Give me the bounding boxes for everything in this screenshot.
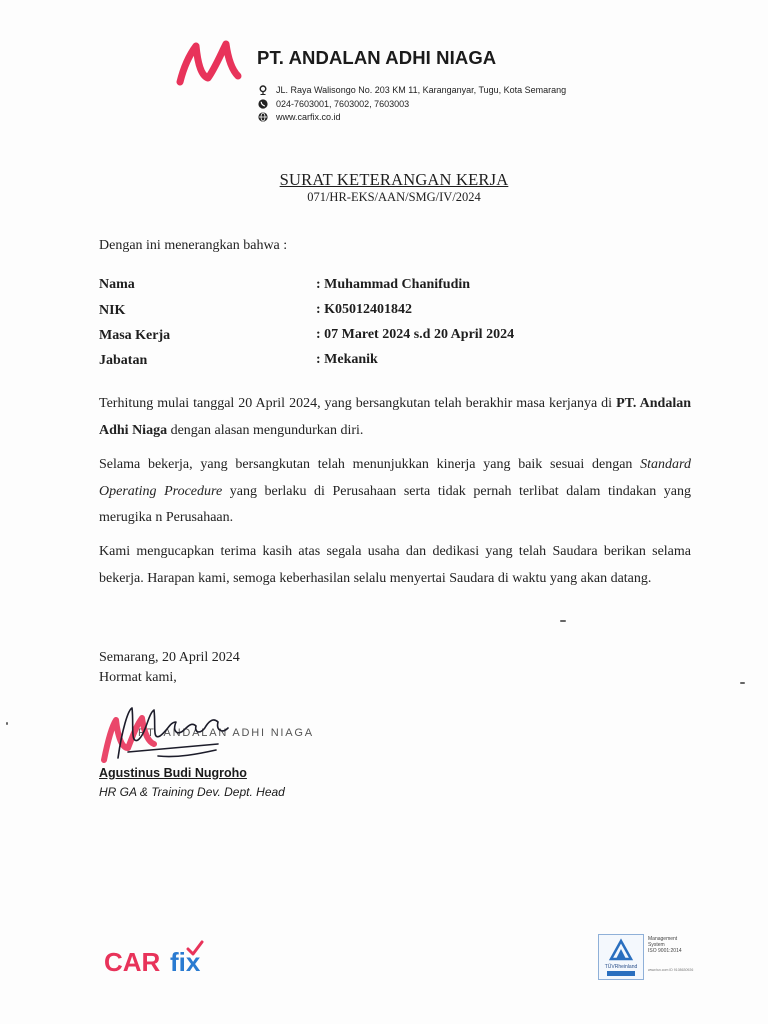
phone-line [258, 99, 409, 109]
address-line [258, 85, 566, 95]
triangle-icon [599, 935, 643, 979]
phone-icon [258, 99, 268, 109]
carfix-logo [104, 940, 224, 978]
cert-footnote: www.tuv.com ID 9108630926 [648, 968, 694, 972]
scan-speck [560, 620, 566, 622]
brand-text-car: CAR [104, 947, 161, 977]
field-label-masa-kerja: Masa Kerja [99, 328, 171, 343]
location-pin-icon [258, 85, 268, 95]
paragraph-termination-end: dengan alasan mengundurkan diri. [167, 422, 364, 438]
field-label-nama: Nama [99, 277, 135, 292]
signer-name: Agustinus Budi Nugroho [99, 766, 247, 780]
place-date: Semarang, 20 April 2024 [99, 650, 240, 665]
closing-text: Hormat kami, [99, 670, 177, 685]
field-value-nama: : Muhammad Chanifudin [316, 277, 471, 292]
address-text: JL. Raya Walisongo No. 203 KM 11, Karanganyar, Tugu, Kota Semarang [276, 85, 567, 95]
scan-speck [6, 722, 8, 725]
paragraph-performance [99, 452, 691, 532]
cert-body-text: TÜVRheinland [604, 964, 638, 970]
phone-text: 024-7603001, 7603002, 7603003 [276, 99, 410, 109]
cert-standard: ISO 9001:2014 [648, 948, 682, 954]
paragraph-performance-start: Selama bekerja, yang bersangkutan telah menunjukkan kinerja yang baik sesuai dengan [99, 457, 641, 472]
scan-speck [740, 682, 745, 684]
paragraph-performance-end: yang berlaku di Perusahaan serta tidak pernah terlibat dalam tindakan yang merugika n Perusahaan. [99, 483, 691, 525]
cert-description [648, 936, 694, 954]
company-stamp: PT. ANDALAN ADHI NIAGA [138, 727, 314, 739]
globe-icon [258, 112, 268, 122]
letter-title: SURAT KETERANGAN KERJA [279, 170, 509, 189]
signature-scribble [98, 700, 268, 770]
tuv-badge [598, 934, 644, 980]
field-value-masa-kerja: : 07 Maret 2024 s.d 20 April 2024 [316, 327, 515, 342]
paragraph-thanks: Kami mengucapkan terima kasih atas segala usaha dan dedikasi yang telah Saudara berikan selama bekerja. Harapan kami, semoga keberhasilan selalu menyertai Saudara di waktu yang akan datang. [99, 544, 691, 586]
website-line [258, 112, 341, 122]
website-text: www.carfix.co.id [276, 112, 341, 122]
signer-title: HR GA & Training Dev. Dept. Head [99, 785, 285, 799]
field-value-nik: : K05012401842 [316, 302, 413, 317]
m-logo-icon [176, 36, 248, 88]
certification-block [598, 934, 694, 986]
field-value-jabatan: : Mekanik [316, 352, 378, 367]
paragraph-termination [99, 391, 691, 444]
intro-text: Dengan ini menerangkan bahwa : [99, 238, 288, 253]
company-name-inline: PT. Andalan Adhi Niaga [99, 396, 692, 438]
field-label-jabatan: Jabatan [99, 353, 148, 368]
sop-term: Standard Operating Procedure [99, 457, 691, 499]
paragraph-termination-start: Terhitung mulai tanggal 20 April 2024, yang bersangkutan telah berakhir masa kerjanya di [99, 396, 617, 411]
field-label-nik: NIK [99, 303, 126, 318]
letter-number: 071/HR-EKS/AAN/SMG/IV/2024 [307, 190, 481, 204]
brand-text-fix: fix [170, 947, 201, 977]
company-name: PT. ANDALAN ADHI NIAGA [257, 47, 497, 68]
cert-system: Management System [648, 936, 678, 948]
